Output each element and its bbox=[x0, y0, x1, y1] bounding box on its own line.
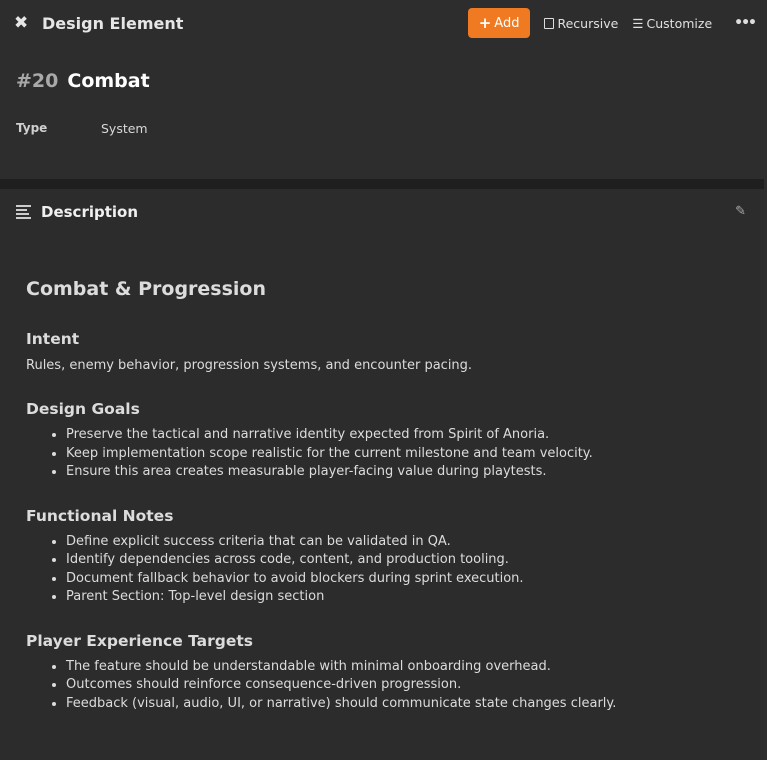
list-item: • Ensure this area creates measurable player-facing value during playtests. bbox=[66, 463, 738, 482]
type-row bbox=[0, 92, 767, 136]
intent-heading: Intent bbox=[26, 330, 80, 348]
list-item: • The feature should be understandable with minimal onboarding overhead. bbox=[66, 658, 738, 677]
close-icon[interactable]: ✖ bbox=[14, 13, 29, 33]
align-left-icon bbox=[16, 205, 31, 219]
list-item: • Define explicit success criteria that can be validated in QA. bbox=[66, 533, 738, 552]
type-label: Type bbox=[16, 121, 48, 135]
list-item: • Document fallback behavior to avoid blockers during sprint execution. bbox=[66, 570, 738, 589]
list-item: • Feedback (visual, audio, UI, or narrative) should communicate state changes clearly. bbox=[66, 695, 738, 714]
goals-list bbox=[26, 426, 738, 482]
checkbox-icon bbox=[544, 18, 554, 29]
list-item: • Outcomes should reinforce consequence-driven progression. bbox=[66, 676, 738, 695]
element-number: #20 bbox=[16, 70, 59, 92]
goals-heading: Design Goals bbox=[26, 400, 140, 418]
list-item: • Preserve the tactical and narrative identity expected from Spirit of Anoria. bbox=[66, 426, 738, 445]
edit-pencil-icon[interactable]: ✎ bbox=[735, 204, 746, 219]
element-name: Combat bbox=[67, 70, 150, 92]
more-options-icon[interactable]: ••• bbox=[734, 15, 755, 31]
recursive-toggle[interactable]: Recursive bbox=[544, 16, 618, 31]
targets-list bbox=[26, 658, 738, 714]
list-item: • Keep implementation scope realistic for the current milestone and team velocity. bbox=[66, 445, 738, 464]
add-button[interactable]: + Add bbox=[468, 8, 531, 38]
toolbar bbox=[468, 8, 755, 38]
plus-icon: + bbox=[478, 14, 492, 32]
divider bbox=[0, 179, 764, 189]
notes-list bbox=[26, 533, 738, 607]
panel-title: Design Element bbox=[42, 13, 184, 33]
notes-heading: Functional Notes bbox=[26, 506, 174, 525]
description-section bbox=[0, 189, 764, 760]
type-value[interactable]: System bbox=[101, 121, 148, 136]
intent-text: Rules, enemy behavior, progression systems, and encounter pacing. bbox=[26, 358, 473, 373]
doc-title: Combat & Progression bbox=[26, 278, 267, 300]
element-heading bbox=[0, 46, 767, 92]
customize-button[interactable]: ☰ Customize bbox=[632, 15, 713, 31]
sliders-icon: ☰ bbox=[632, 15, 644, 31]
list-item: • Parent Section: Top-level design section bbox=[66, 588, 738, 607]
section-title: Description bbox=[41, 203, 139, 221]
top-bar bbox=[0, 0, 767, 46]
list-item: • Identify dependencies across code, content, and production tooling. bbox=[66, 551, 738, 570]
targets-heading: Player Experience Targets bbox=[26, 631, 254, 650]
description-content bbox=[0, 280, 764, 713]
